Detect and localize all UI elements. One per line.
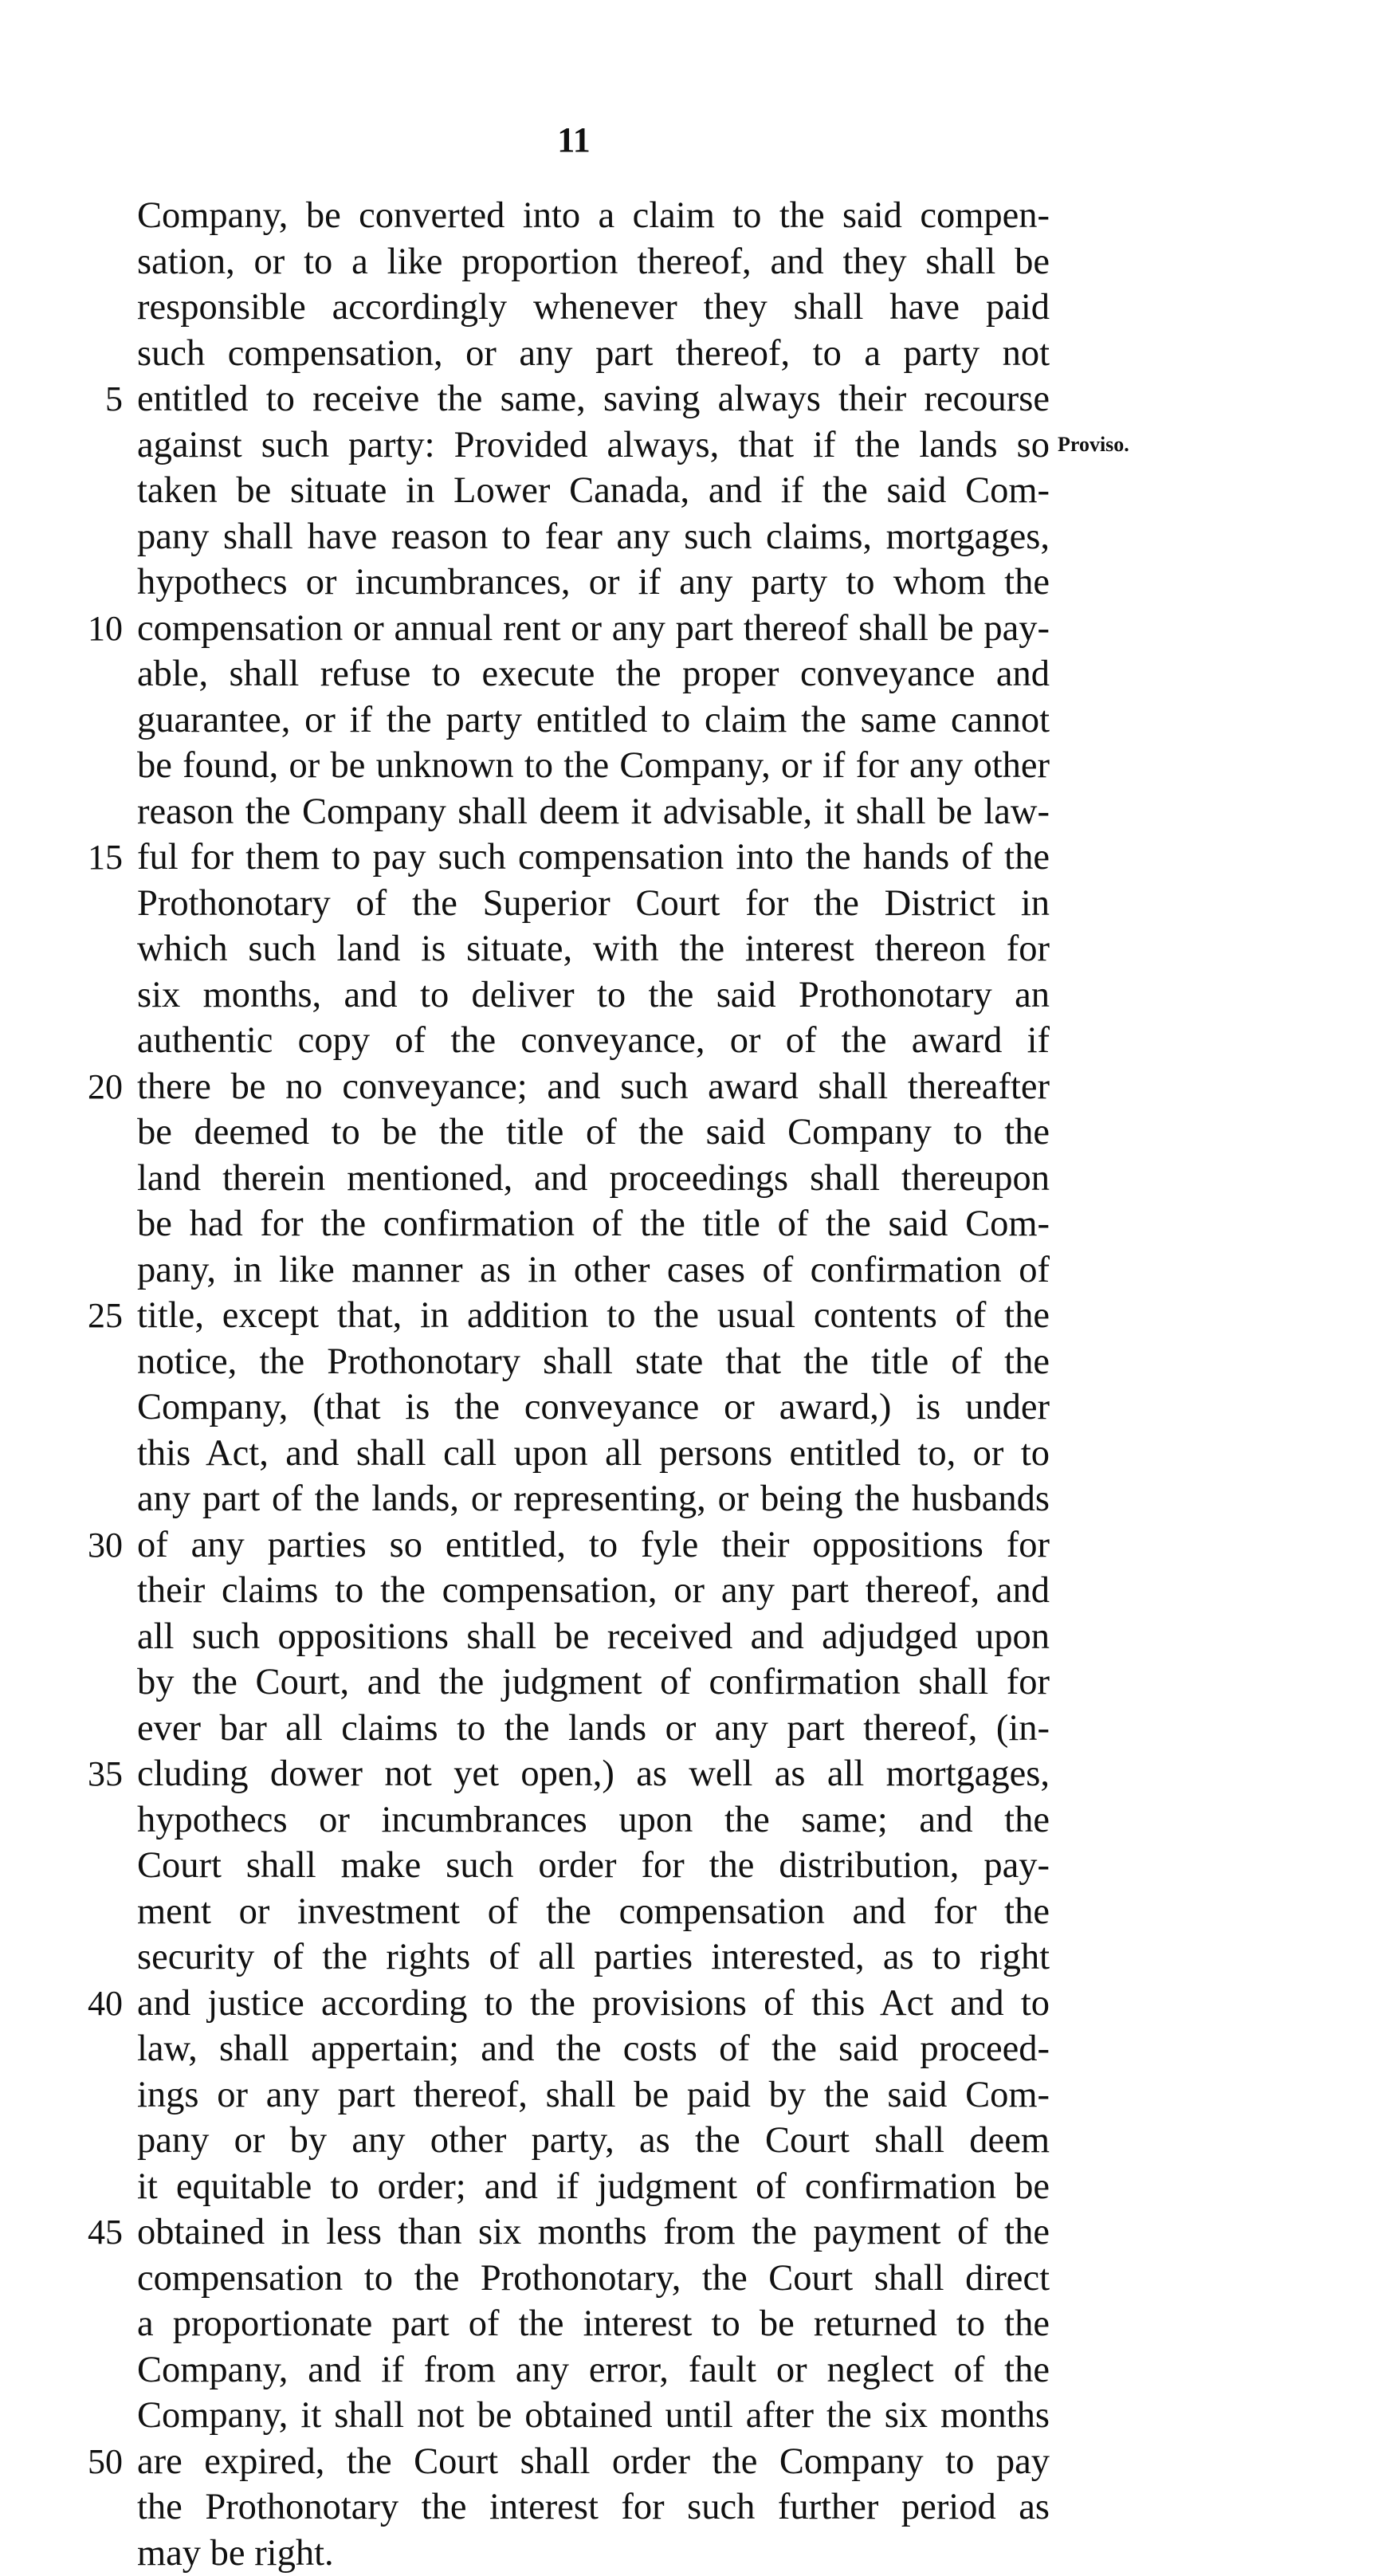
line-text: reason the Company shall deem it advisable, it shall be law-	[137, 789, 1050, 835]
line-text: the Prothonotary the interest for such further period as	[137, 2484, 1050, 2531]
line-number: 10	[73, 606, 131, 652]
text-line	[0, 1522, 1378, 1569]
line-text: title, except that, in addition to the usual contents of the	[137, 1293, 1050, 1339]
line-text: such compensation, or any part thereof, to a party not	[137, 331, 1050, 377]
line-text: pany or by any other party, as the Court shall deem	[137, 2118, 1050, 2164]
text-line	[0, 2484, 1378, 2531]
line-text: there be no conveyance; and such award shall thereafter	[137, 1064, 1050, 1110]
line-number: 25	[73, 1293, 131, 1339]
text-line	[0, 2393, 1378, 2439]
text-line	[0, 881, 1378, 927]
line-text: are expired, the Court shall order the Company to pay	[137, 2439, 1050, 2485]
line-text: Company, be converted into a claim to the said compen-	[137, 193, 1050, 239]
text-line	[0, 1614, 1378, 1660]
line-text: entitled to receive the same, saving always their recourse	[137, 376, 1050, 422]
line-number: 35	[73, 1751, 131, 1797]
line-text: Company, and if from any error, fault or neglect of the	[137, 2347, 1050, 2393]
text-line	[0, 1981, 1378, 2027]
text-line	[0, 1247, 1378, 1294]
line-text: Company, it shall not be obtained until after the six months	[137, 2393, 1050, 2439]
line-text: ings or any part thereof, shall be paid by the said Com-	[137, 2072, 1050, 2119]
line-text: all such oppositions shall be received and adjudged upon	[137, 1614, 1050, 1660]
text-line	[0, 285, 1378, 331]
text-line	[0, 697, 1378, 744]
line-text: compensation or annual rent or any part thereof shall be pay-	[137, 606, 1050, 652]
text-line	[0, 2072, 1378, 2119]
line-number: 20	[73, 1064, 131, 1110]
line-text: Court shall make such order for the distribution, pay-	[137, 1843, 1050, 1889]
line-text: any part of the lands, or representing, or being the husbands	[137, 1476, 1050, 1522]
text-line	[0, 1797, 1378, 1844]
line-text: taken be situate in Lower Canada, and if the said Com-	[137, 468, 1050, 514]
text-line	[0, 834, 1378, 881]
text-line	[0, 560, 1378, 606]
text-line	[0, 1706, 1378, 1752]
text-line	[0, 422, 1378, 469]
line-text: and justice according to the provisions of this Act and to	[137, 1981, 1050, 2027]
text-line	[0, 2026, 1378, 2072]
line-text: against such party: Provided always, that if the lands so	[137, 422, 1050, 469]
line-text: responsible accordingly whenever they shall have paid	[137, 285, 1050, 331]
text-line	[0, 2118, 1378, 2164]
line-text: cluding dower not yet open,) as well as all mortgages,	[137, 1751, 1050, 1797]
text-line	[0, 2256, 1378, 2302]
text-line	[0, 376, 1378, 422]
line-text: by the Court, and the judgment of confirmation shall for	[137, 1659, 1050, 1706]
line-text: it equitable to order; and if judgment of confirmation be	[137, 2164, 1050, 2210]
line-text: compensation to the Prothonotary, the Court shall direct	[137, 2256, 1050, 2302]
text-line	[0, 2531, 1378, 2576]
line-text: ful for them to pay such compensation into the hands of the	[137, 834, 1050, 881]
text-line	[0, 1751, 1378, 1797]
line-text: six months, and to deliver to the said Prothonotary an	[137, 972, 1050, 1019]
text-line	[0, 1476, 1378, 1522]
line-text: be deemed to be the title of the said Company to the	[137, 1109, 1050, 1156]
line-number: 15	[73, 834, 131, 881]
line-text: their claims to the compensation, or any part thereof, and	[137, 1568, 1050, 1614]
line-text: Prothonotary of the Superior Court for the District in	[137, 881, 1050, 927]
line-number: 30	[73, 1522, 131, 1569]
text-line	[0, 1339, 1378, 1385]
text-line	[0, 926, 1378, 972]
text-line	[0, 1156, 1378, 1202]
line-text: pany shall have reason to fear any such claims, mortgages,	[137, 514, 1050, 560]
line-number: 50	[73, 2439, 131, 2485]
line-text: security of the rights of all parties interested, as to right	[137, 1934, 1050, 1981]
line-text: obtained in less than six months from the payment of the	[137, 2209, 1050, 2256]
text-line	[0, 2439, 1378, 2485]
line-text: be found, or be unknown to the Company, or if for any other	[137, 743, 1050, 789]
text-line	[0, 1568, 1378, 1614]
margin-note-proviso: Proviso.	[1058, 422, 1129, 468]
line-text: this Act, and shall call upon all persons entitled to, or to	[137, 1431, 1050, 1477]
text-line	[0, 2209, 1378, 2256]
text-line	[0, 1109, 1378, 1156]
line-text: may be right.	[137, 2531, 1050, 2576]
line-number: 40	[73, 1981, 131, 2027]
line-text: hypothecs or incumbrances upon the same; and the	[137, 1797, 1050, 1844]
text-line	[0, 2347, 1378, 2393]
line-text: law, shall appertain; and the costs of the said proceed-	[137, 2026, 1050, 2072]
text-line	[0, 1064, 1378, 1110]
text-line	[0, 743, 1378, 789]
line-text: of any parties so entitled, to fyle their oppositions for	[137, 1522, 1050, 1569]
text-line	[0, 514, 1378, 560]
line-text: notice, the Prothonotary shall state that the title of the	[137, 1339, 1050, 1385]
line-text: which such land is situate, with the interest thereon for	[137, 926, 1050, 972]
text-line	[0, 2164, 1378, 2210]
text-line	[0, 972, 1378, 1019]
line-text: able, shall refuse to execute the proper conveyance and	[137, 651, 1050, 697]
line-text: pany, in like manner as in other cases of confirmation of	[137, 1247, 1050, 1294]
text-line	[0, 1018, 1378, 1064]
body-text	[0, 193, 1378, 2576]
line-text: ment or investment of the compensation and for the	[137, 1889, 1050, 1935]
line-text: ever bar all claims to the lands or any part thereof, (in-	[137, 1706, 1050, 1752]
text-line	[0, 193, 1378, 239]
line-text: guarantee, or if the party entitled to claim the same cannot	[137, 697, 1050, 744]
text-line	[0, 651, 1378, 697]
text-line	[0, 1889, 1378, 1935]
text-line	[0, 239, 1378, 285]
page-number: 11	[0, 120, 1148, 160]
text-line	[0, 468, 1378, 514]
text-line	[0, 1431, 1378, 1477]
line-text: hypothecs or incumbrances, or if any party to whom the	[137, 560, 1050, 606]
line-number: 5	[73, 376, 131, 422]
text-line	[0, 1293, 1378, 1339]
text-line	[0, 1201, 1378, 1247]
text-line	[0, 606, 1378, 652]
line-text: land therein mentioned, and proceedings shall thereupon	[137, 1156, 1050, 1202]
text-line	[0, 1843, 1378, 1889]
line-text: sation, or to a like proportion thereof, and they shall be	[137, 239, 1050, 285]
line-number: 45	[73, 2209, 131, 2256]
text-line	[0, 789, 1378, 835]
line-text: be had for the confirmation of the title of the said Com-	[137, 1201, 1050, 1247]
text-line	[0, 2301, 1378, 2347]
text-line	[0, 1659, 1378, 1706]
text-line	[0, 1934, 1378, 1981]
line-text: a proportionate part of the interest to be returned to the	[137, 2301, 1050, 2347]
line-text: Company, (that is the conveyance or award,) is under	[137, 1384, 1050, 1431]
line-text: authentic copy of the conveyance, or of the award if	[137, 1018, 1050, 1064]
text-line	[0, 1384, 1378, 1431]
text-line	[0, 331, 1378, 377]
